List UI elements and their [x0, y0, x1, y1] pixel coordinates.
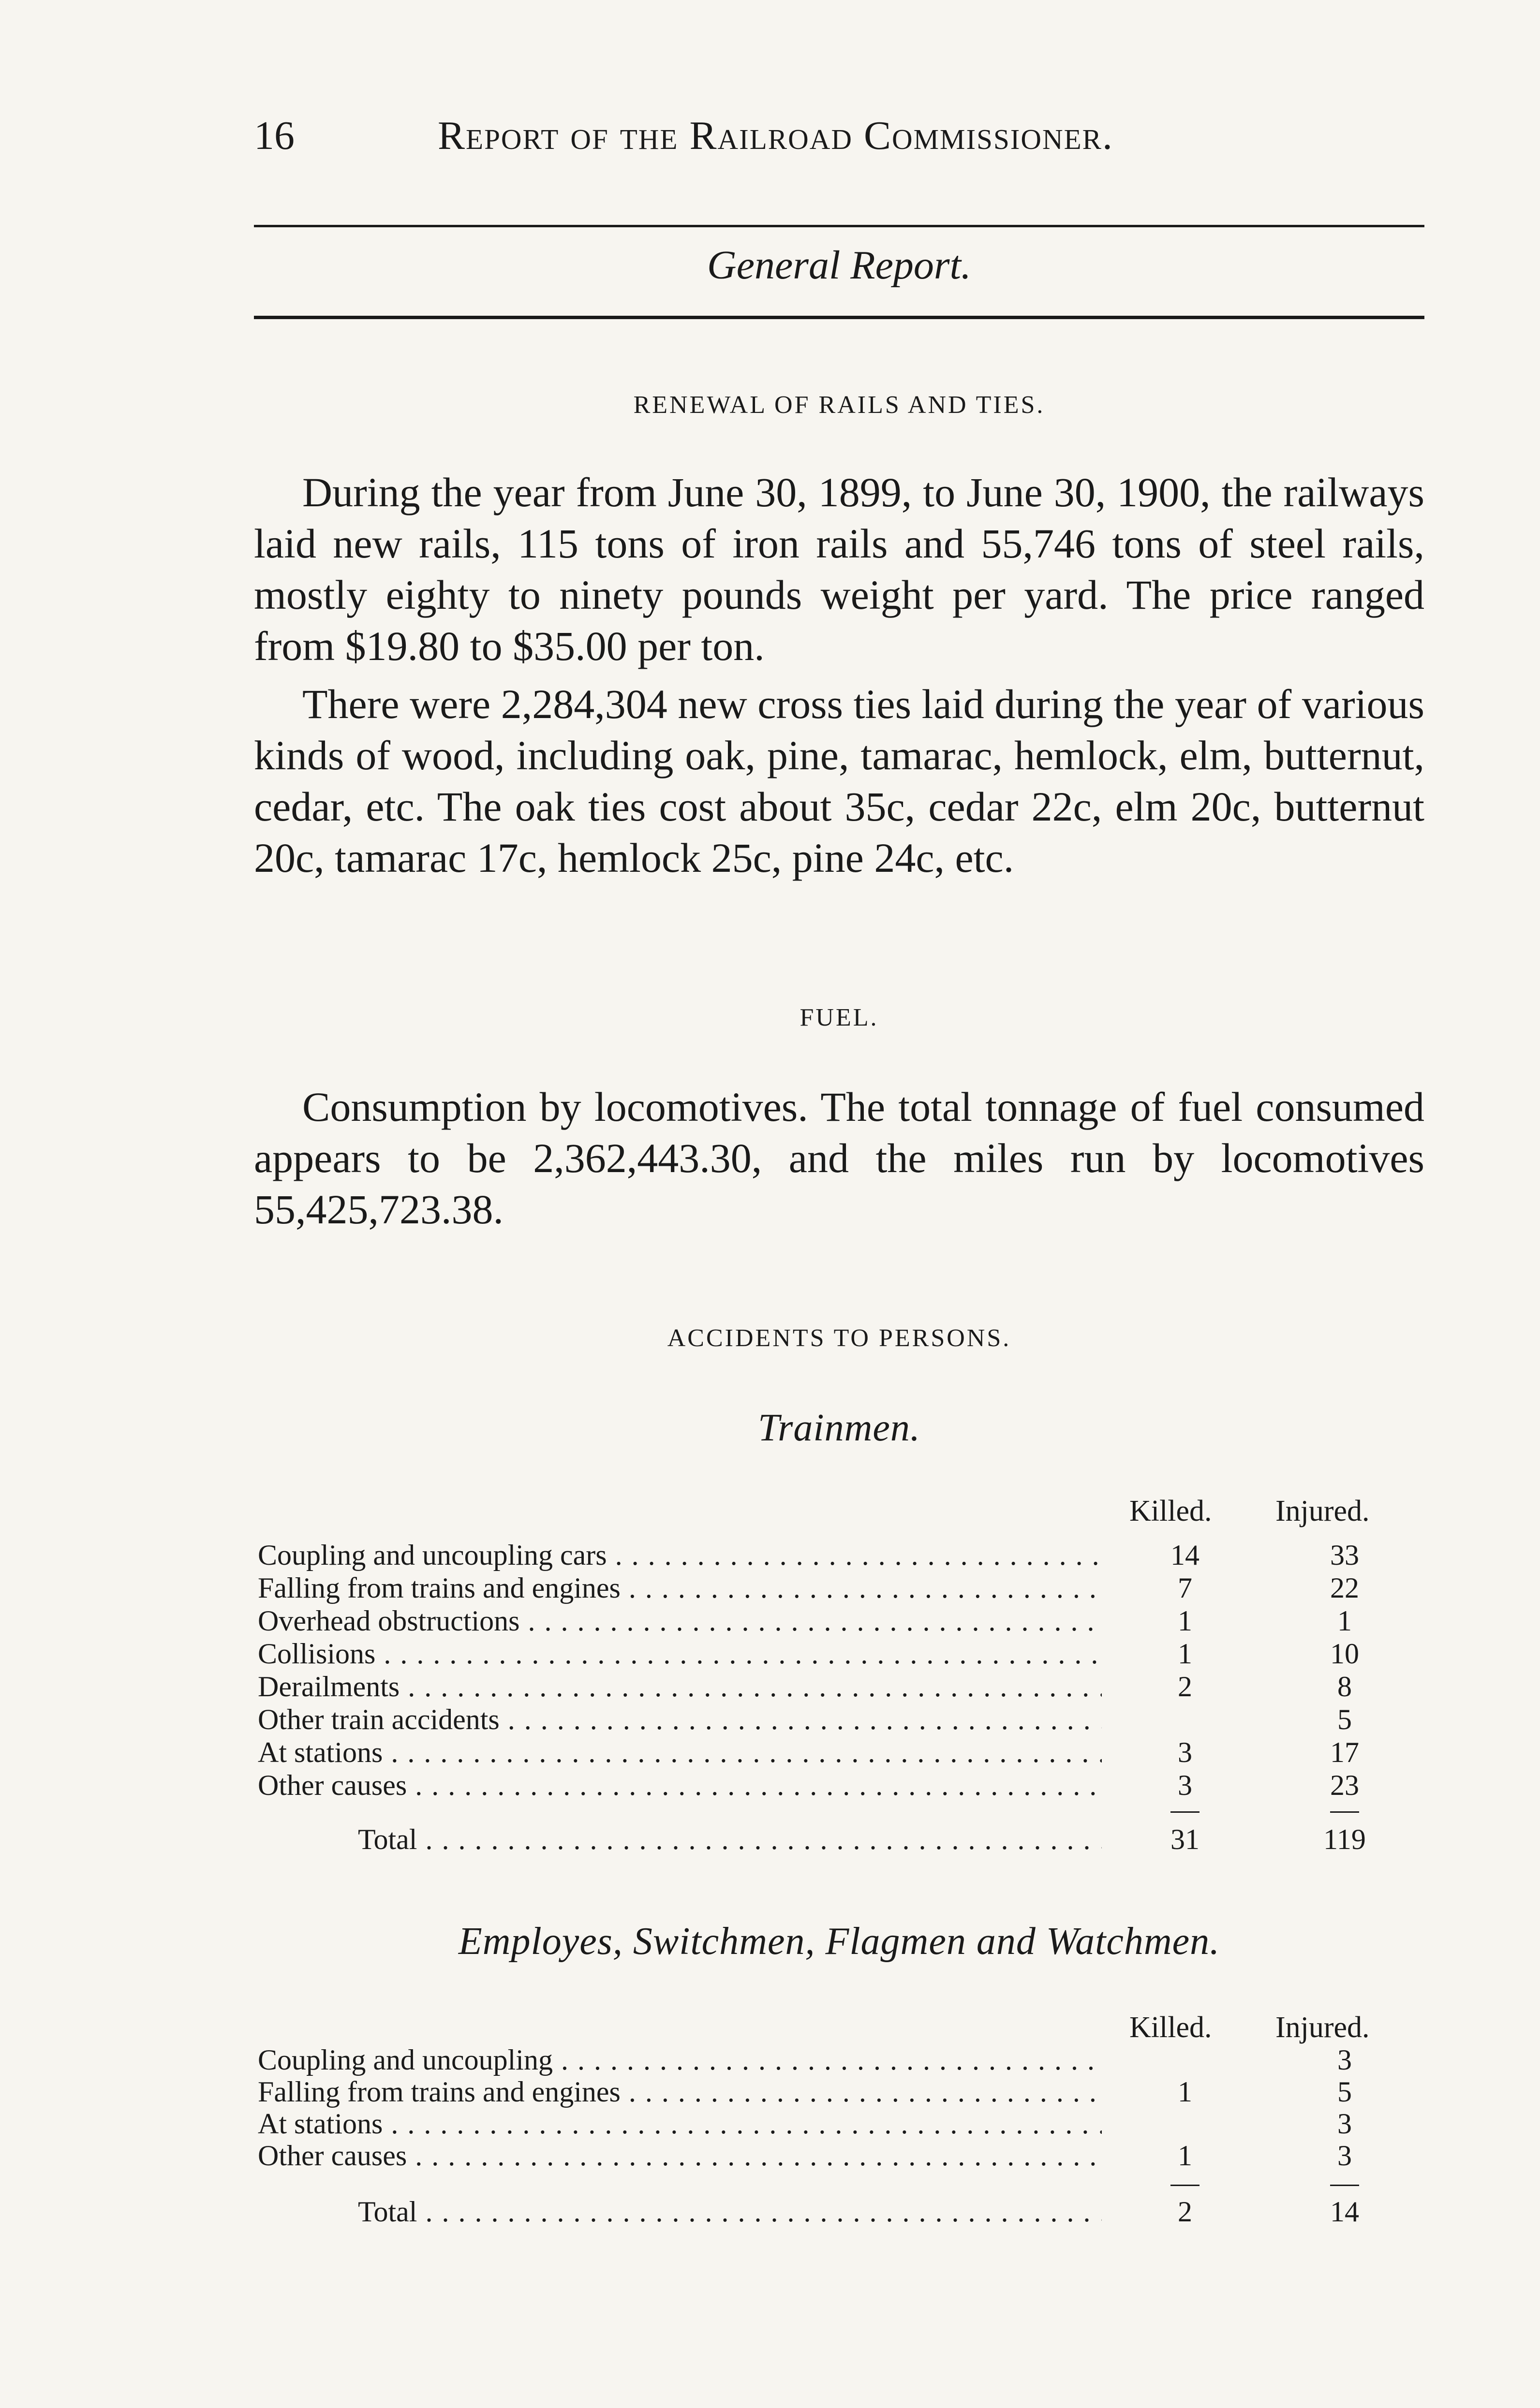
killed-value: 1: [1178, 1638, 1192, 1670]
row-label: Other causes . . .: [258, 1769, 1102, 1802]
table-row: [254, 1769, 1424, 1802]
table-row: [254, 1604, 1424, 1637]
killed-value: 1: [1178, 2076, 1192, 2108]
injured-value: 3: [1337, 2044, 1352, 2076]
injured-value: 22: [1330, 1572, 1359, 1604]
row-label: Other causes . . .: [258, 2139, 1102, 2173]
killed-value: 2: [1178, 1671, 1192, 1703]
column-header-killed: Killed.: [1129, 1495, 1212, 1527]
injured-value: 5: [1337, 2076, 1352, 2108]
total-killed: 31: [1170, 1823, 1199, 1855]
sum-rule: [1330, 2185, 1359, 2186]
table-row: [254, 1736, 1424, 1769]
killed-value: 1: [1178, 2140, 1192, 2172]
table-row: [254, 2139, 1424, 2172]
employes-title: Employes, Switchmen, Flagmen and Watchmen.: [458, 1920, 1220, 1963]
total-row: [254, 1823, 1424, 1856]
trainmen-title: Trainmen.: [758, 1407, 920, 1449]
trainmen-table: [254, 1494, 1424, 1871]
killed-value: 3: [1178, 1769, 1192, 1801]
fuel-paragraph: Consumption by locomotives. The total tonnage of fuel consumed appears to be 2,362,443.30, and the miles run by locomotives 55,425,723.38.: [254, 1084, 1424, 1233]
accidents-heading: ACCIDENTS TO PERSONS.: [667, 1324, 1011, 1352]
table-row: [254, 2075, 1424, 2108]
total-label: Total . . .: [358, 1823, 1102, 1856]
row-label: Other train accidents . . .: [258, 1703, 1102, 1736]
killed-value: 14: [1170, 1539, 1199, 1571]
killed-value: 7: [1178, 1572, 1192, 1604]
column-header-injured: Injured.: [1275, 1495, 1370, 1527]
total-label: Total . . .: [358, 2195, 1102, 2229]
row-label: At stations . . .: [258, 2107, 1102, 2141]
table-row: [254, 1670, 1424, 1703]
row-label: Coupling and uncoupling cars . . .: [258, 1539, 1102, 1572]
column-header-injured: Injured.: [1275, 2011, 1370, 2044]
page-header: [254, 112, 1424, 159]
column-header-killed: Killed.: [1129, 2011, 1212, 2044]
injured-value: 1: [1337, 1605, 1352, 1637]
injured-value: 23: [1330, 1769, 1359, 1801]
table-row: [254, 2043, 1424, 2076]
total-killed: 2: [1178, 2196, 1192, 2228]
table-row: [254, 1637, 1424, 1670]
total-injured: 119: [1323, 1823, 1366, 1855]
row-label: Derailments . . .: [258, 1670, 1102, 1703]
total-injured: 14: [1330, 2196, 1359, 2228]
injured-value: 3: [1337, 2140, 1352, 2172]
top-rule: [254, 225, 1424, 227]
row-label: Coupling and uncoupling . . .: [258, 2043, 1102, 2077]
sum-rule: [1170, 2185, 1199, 2186]
fuel-heading: FUEL.: [800, 1004, 879, 1031]
sum-rule: [1170, 1811, 1199, 1813]
bottom-rule: [254, 316, 1424, 319]
section-title: General Report.: [707, 243, 971, 288]
injured-value: 33: [1330, 1539, 1359, 1571]
row-label: Falling from trains and engines . . .: [258, 2075, 1102, 2109]
injured-value: 17: [1330, 1736, 1359, 1768]
row-label: At stations . . .: [258, 1736, 1102, 1769]
killed-value: 3: [1178, 1736, 1192, 1768]
table-row: [254, 2107, 1424, 2140]
employes-table: [254, 2011, 1424, 2252]
injured-value: 5: [1337, 1703, 1352, 1735]
table-row: [254, 1539, 1424, 1571]
total-row: [254, 2195, 1424, 2228]
table-row: [254, 1703, 1424, 1736]
table-row: [254, 1571, 1424, 1604]
injured-value: 8: [1337, 1671, 1352, 1703]
injured-value: 3: [1337, 2108, 1352, 2140]
page-number: 16: [254, 113, 295, 158]
running-head: Report of the Railroad Commissioner.: [438, 113, 1114, 158]
row-label: Falling from trains and engines . . .: [258, 1571, 1102, 1605]
sum-rule: [1330, 1811, 1359, 1813]
killed-value: 1: [1178, 1605, 1192, 1637]
row-label: Collisions . . .: [258, 1637, 1102, 1671]
renewal-paragraph-2: There were 2,284,304 new cross ties laid during the year of various kinds of wood, including oak, pine, tamarac, hemlock, elm, butternut, cedar, etc. The oak ties cost about 35c, cedar 22c, elm 20c, butternut 20c, tamarac 17c, hemlock 25c, pine 24c, etc.: [254, 681, 1424, 881]
renewal-paragraph-1: During the year from June 30, 1899, to June 30, 1900, the railways laid new rails, 115 tons of iron rails and 55,746 tons of steel rails, mostly eighty to ninety pounds weight per yard. The price ranged from $19.80 to $35.00 per ton.: [254, 469, 1424, 669]
row-label: Overhead obstructions . . .: [258, 1604, 1102, 1638]
injured-value: 10: [1330, 1638, 1359, 1670]
renewal-heading: RENEWAL OF RAILS AND TIES.: [633, 391, 1045, 419]
